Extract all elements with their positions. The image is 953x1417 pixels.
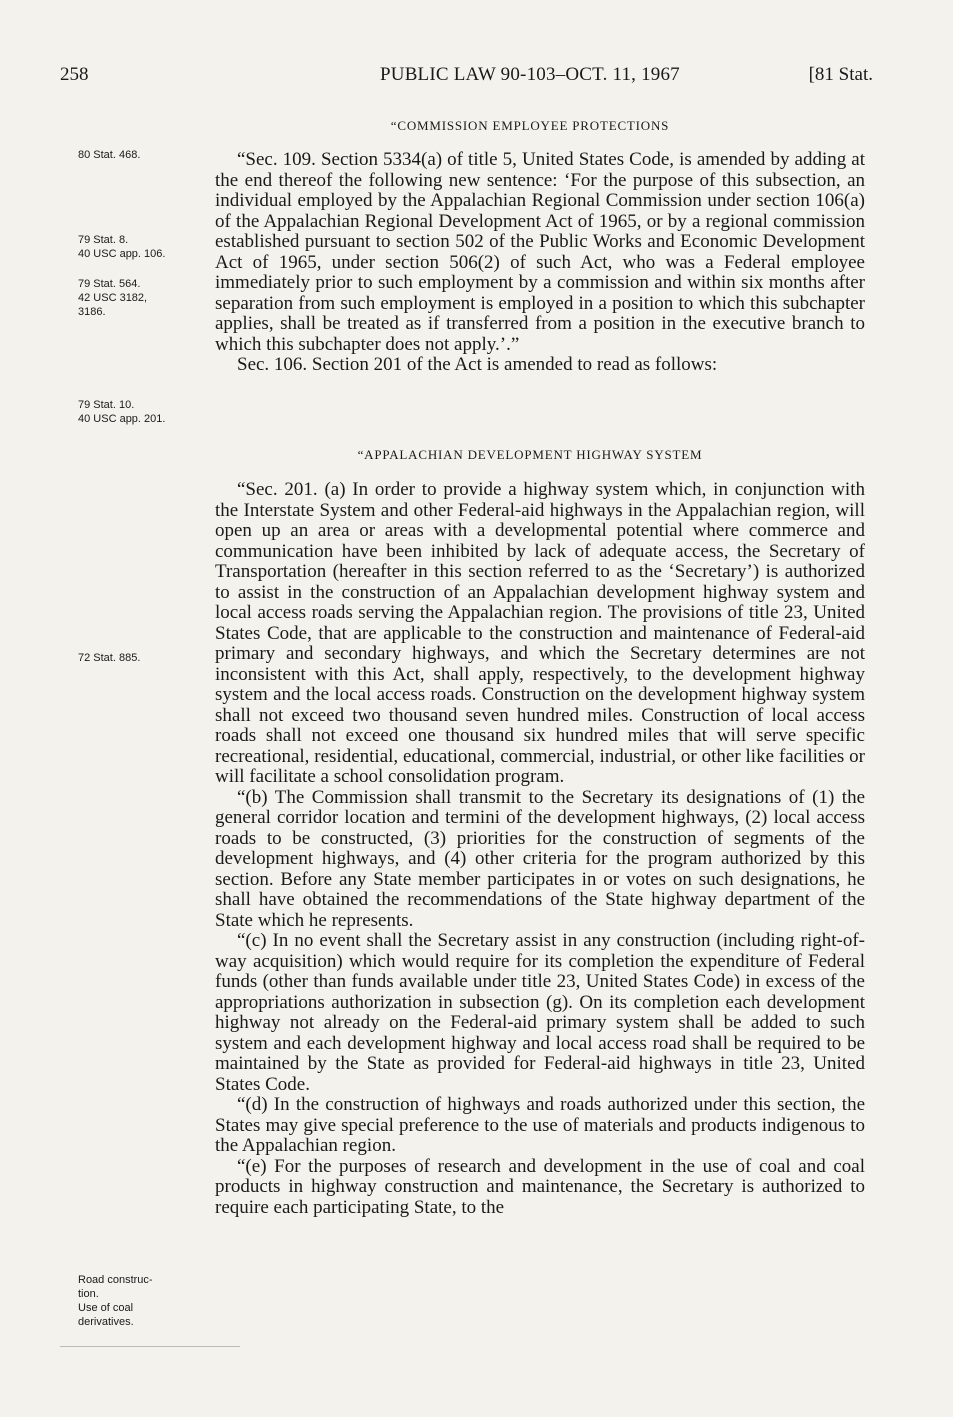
margin-note (78, 277, 213, 319)
margin-note-line: 40 USC app. 106. (78, 248, 166, 260)
section-201a-paragraph: “Sec. 201. (a) In order to provide a highway system which, in conjunction with the Interstate System and other Federal-aid highways in the Appalachian region, will open up an area or areas with a developmental potential where commerce and communication have been inhibited by lack of adequate access, the Secretary of Transportation (hereafter in this section referred to as the ‘Secretary’) is authorized to assist in the construction of an Appalachian development highway system and local access roads serving the Appalachian region. The provisions of title 23, United States Code, that are applicable to the construction and maintenance of Federal-aid primary and secondary highways, and which the Secretary determines are not inconsistent with this Act, shall apply, respectively, to the development highway system and the local access roads. Construction on the development highway system shall not exceed two thousand seven hundred miles. Construction of local access roads shall not exceed one thousand six hundred miles that will serve specific recreational, residential, educational, commercial, industrial, or other like facilities or will facilitate a school consolidation program. (215, 479, 865, 787)
section-106-paragraph: Sec. 106. Section 201 of the Act is amended to read as follows: (237, 354, 718, 375)
section-201-block (215, 480, 865, 1218)
section-201c-paragraph: “(c) In no event shall the Secretary assist in any construction (including right-of-way acquisition) which would require for its completion the expenditure of Federal funds (other than funds available under title 23, United States Code) in excess of the appropriations authorization in subsection (g). On its completion each development highway not already on the Federal-aid primary system shall be added to such system and each development highway and local access road shall be required to be maintained by the State as provided for Federal-aid highways in title 23, United States Code. (215, 930, 865, 1095)
footer-rule (60, 1346, 240, 1347)
page-header (60, 64, 873, 92)
margin-note-line: 79 Stat. 564. (78, 278, 141, 290)
margin-note-line: 79 Stat. 10. (78, 399, 135, 411)
margin-note-line: 40 USC app. 201. (78, 413, 166, 425)
margin-note (78, 651, 213, 665)
margin-note-line: 79 Stat. 8. (78, 234, 129, 246)
section-109-paragraph: “Sec. 109. Section 5334(a) of title 5, United States Code, is amended by adding at the end thereof the following new sentence: ‘For the purpose of this subsection, an individual employed by the Appalachian Regional Commission under section 106(a) of the Appalachian Regional Development Act of 1965, or by a regional commission established pursuant to section 502 of the Public Works and Economic Development Act of 1965, under section 506(2) of such Act, who was a Federal employee immediately prior to such employment by a commission and within six months after separation from such employment is employed in a position to which this subchapter applies, shall be treated as if transferred from a position in the executive branch to which this subchapter does not apply.’.” (215, 149, 865, 355)
margin-note-line: Use of coal (78, 1302, 134, 1314)
statute-reference: [81 Stat. (808, 64, 873, 85)
margin-note-line: derivatives. (78, 1316, 134, 1328)
margin-note-line: 3186. (78, 306, 106, 318)
margin-note (78, 148, 213, 162)
section-201d-paragraph: “(d) In the construction of highways and roads authorized under this section, the States may give special preference to the use of materials and products indigenous to the Appalachian region. (215, 1094, 865, 1156)
margin-note-line: 72 Stat. 885. (78, 652, 141, 664)
section-109-block (215, 150, 865, 376)
margin-note-line: tion. (78, 1288, 99, 1300)
section-heading-commission-employee-protections: “COMMISSION EMPLOYEE PROTECTIONS (390, 118, 670, 133)
section-201e-paragraph: “(e) For the purposes of research and development in the use of coal and coal products in highway construction and maintenance, the Secretary is authorized to require each participating State, to the (215, 1155, 865, 1218)
margin-note (78, 1273, 213, 1329)
running-title: PUBLIC LAW 90-103–OCT. 11, 1967 (380, 64, 680, 85)
margin-note (78, 398, 213, 426)
margin-note-line: Road construc- (78, 1274, 153, 1286)
margin-note-line: 42 USC 3182, (78, 292, 148, 304)
page-number: 258 (60, 64, 89, 85)
margin-note-line: 80 Stat. 468. (78, 149, 141, 161)
section-heading-appalachian-highway: “APPALACHIAN DEVELOPMENT HIGHWAY SYSTEM (357, 447, 703, 462)
margin-note (78, 233, 213, 261)
section-201b-paragraph: “(b) The Commission shall transmit to the Secretary its designations of (1) the general corridor location and termini of the development highways, (2) local access roads to be constructed, (3) priorities for the construction of segments of the development highways, and (4) other criteria for the program authorized by this section. Before any State member participates in or votes on such designations, he shall have obtained the recommendations of the State highway department of the State which he represents. (215, 786, 865, 931)
